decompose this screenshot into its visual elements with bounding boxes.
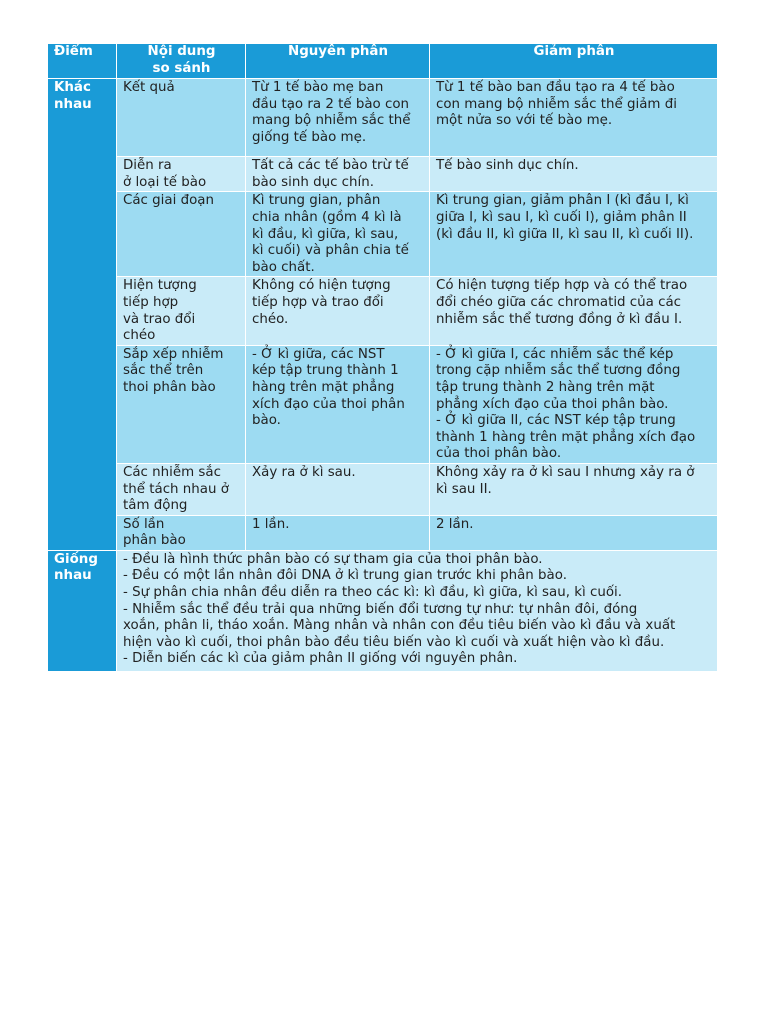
meiosis-cell: 2 lần. — [430, 515, 718, 550]
differences-label-line2: nhau — [54, 96, 92, 112]
comparison-table — [47, 43, 718, 672]
meiosis-cell: Tế bào sinh dục chín. — [430, 157, 718, 192]
mitosis-cell: Từ 1 tế bào mẹ ban đầu tạo ra 2 tế bào con mang bộ nhiễm sắc thể giống tế bào mẹ. — [246, 79, 430, 157]
header-meiosis: Giảm phân — [430, 44, 718, 79]
criterion-cell: Diễn ra ở loại tế bào — [117, 157, 246, 192]
table-row-stages — [48, 192, 718, 277]
table-row-arrangement — [48, 345, 718, 463]
criterion-cell: Kết quả — [117, 79, 246, 157]
meiosis-cell: Có hiện tượng tiếp hợp và có thể trao đổi chéo giữa các chromatid của các nhiễm sắc thể tương đồng ở kì đầu I. — [430, 277, 718, 345]
mitosis-cell: Xảy ra ở kì sau. — [246, 463, 430, 515]
table-row-cell-type — [48, 157, 718, 192]
header-row — [48, 44, 718, 79]
criterion-cell: Sắp xếp nhiễm sắc thể trên thoi phân bào — [117, 345, 246, 463]
similarities-label-line2: nhau — [54, 568, 92, 584]
table-row-similarities — [48, 550, 718, 671]
criterion-cell: Số lần phân bào — [117, 515, 246, 550]
mitosis-cell: Kì trung gian, phân chia nhân (gồm 4 kì là kì đầu, kì giữa, kì sau, kì cuối) và phân chia tế bào chất. — [246, 192, 430, 277]
meiosis-cell: Kì trung gian, giảm phân I (kì đầu I, kì giữa I, kì sau I, kì cuối I), giảm phân II (kì đầu II, kì giữa II, kì sau II, kì cuối II). — [430, 192, 718, 277]
table-row-separation — [48, 463, 718, 515]
meiosis-cell: - Ở kì giữa I, các nhiễm sắc thể kép trong cặp nhiễm sắc thể tương đồng tập trung thành 2 hàng trên mặt phẳng xích đạo của thoi phân bào. - Ở kì giữa II, các NST kép tập trung thành 1 hàng trên mặt phẳng xích đạo của thoi phân bào. — [430, 345, 718, 463]
table-row-result — [48, 79, 718, 157]
similarities-label-line1: Giống — [54, 551, 98, 567]
table-row-divisions — [48, 515, 718, 550]
header-criterion-line2: so sánh — [152, 60, 211, 76]
meiosis-cell: Từ 1 tế bào ban đầu tạo ra 4 tế bào con mang bộ nhiễm sắc thể giảm đi một nửa so với tế bào mẹ. — [430, 79, 718, 157]
mitosis-cell: 1 lần. — [246, 515, 430, 550]
mitosis-cell: - Ở kì giữa, các NST kép tập trung thành 1 hàng trên mặt phẳng xích đạo của thoi phân bào. — [246, 345, 430, 463]
header-criterion-line1: Nội dung — [147, 44, 216, 59]
mitosis-cell: Không có hiện tượng tiếp hợp và trao đổi chéo. — [246, 277, 430, 345]
criterion-cell: Các nhiễm sắc thể tách nhau ở tâm động — [117, 463, 246, 515]
mitosis-cell: Tất cả các tế bào trừ tế bào sinh dục chín. — [246, 157, 430, 192]
differences-label — [48, 79, 117, 551]
header-diem: Điểm — [48, 44, 117, 79]
header-criterion — [117, 44, 246, 79]
header-mitosis: Nguyên phân — [246, 44, 430, 79]
meiosis-cell: Không xảy ra ở kì sau I nhưng xảy ra ở kì sau II. — [430, 463, 718, 515]
similarities-label — [48, 550, 117, 671]
criterion-cell: Các giai đoạn — [117, 192, 246, 277]
differences-label-line1: Khác — [54, 80, 91, 96]
criterion-cell: Hiện tượng tiếp hợp và trao đổi chéo — [117, 277, 246, 345]
similarities-text: - Đều là hình thức phân bào có sự tham gia của thoi phân bào. - Đều có một lần nhân đôi DNA ở kì trung gian trước khi phân bào. - Sự phân chia nhân đều diễn ra theo các kì: kì đầu, kì giữa, kì sau, kì cuối. - Nhiễm sắc thể đều trải qua những biến đổi tương tự như: tự nhân đôi, đóng xoắn, phân li, tháo xoắn. Màng nhân và nhân con đều tiêu biến vào kì đầu và xuất hiện vào kì cuối, thoi phân bào đều tiêu biến vào kì cuối và xuất hiện vào kì đầu. - Diễn biến các kì của giảm phân II giống với nguyên phân. — [117, 550, 718, 671]
table-row-crossing-over — [48, 277, 718, 345]
